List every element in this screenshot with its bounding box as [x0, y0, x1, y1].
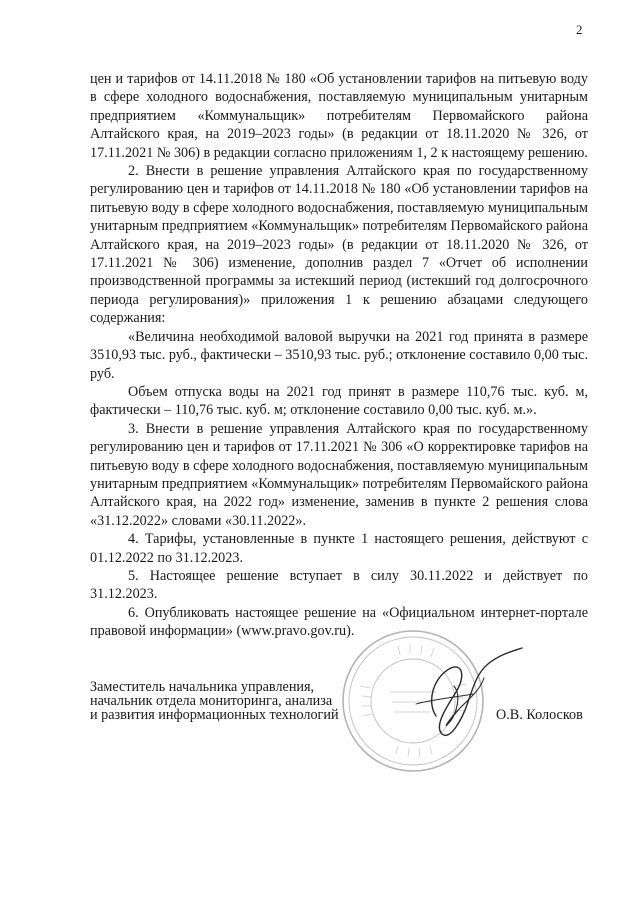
paragraph-quote-volume: Объем отпуска воды на 2021 год принят в размере 110,76 тыс. куб. м, фактически – 110,76 тыс. куб. м; отклонение составило 0,00 тыс. куб. м.».	[90, 383, 588, 419]
signatory-position-line-3: и развития информационных технологий	[90, 707, 339, 724]
signatory-position-line-2: начальник отдела мониторинга, анализа	[90, 693, 333, 710]
paragraph-item-4: 4. Тарифы, установленные в пункте 1 настоящего решения, действуют с 01.12.2022 по 31.12.2023.	[90, 531, 588, 566]
paragraph-item-3: 3. Внести в решение управления Алтайского края по государственному регулированию цен и тарифов от 17.11.2021 № 306 «О корректировке тарифов на питьевую воду в сфере холодного водоснабжения, поставляемую муниципальным унитарным предприятием «Коммунальщик» потребителям Первомайского района Алтайского края, на 2022 год» изменение, заменив в пункте 2 решения слова «31.12.2022» словами «30.11.2022».	[90, 420, 588, 529]
paragraph-item-2: 2. Внести в решение управления Алтайского края по государственному регулированию цен и тарифов от 14.11.2018 № 180 «Об установлении тарифов на питьевую воду в сфере холодного водоснабжения, поставляемую муниципальным унитарным предприятием «Коммунальщик» потребителям Первомайского района Алтайского края, на 2019–2023 годы» (в редакции от 18.11.2020 № 326, от 17.11.2021 № 306) изменение, дополнив раздел 7 «Отчет об исполнении производственной программы за истекший период (истекший год долгосрочного периода регулирования)» приложения 1 к решению абзацами следующего содержания:	[90, 163, 588, 327]
paragraph-quote-revenue: «Величина необходимой валовой выручки на 2021 год принята в размере 3510,93 тыс. руб., фактически – 3510,93 тыс. руб.; отклонение составило 0,00 тыс. руб.	[90, 328, 588, 382]
paragraph-item-5: 5. Настоящее решение вступает в силу 30.11.2022 и действует по 31.12.2023.	[90, 567, 588, 603]
signatory-name: О.В. Колосков	[496, 707, 583, 723]
signatory-position-line-1: Заместитель начальника управления,	[90, 679, 315, 695]
document-body	[90, 70, 588, 641]
paragraph-continuation: цен и тарифов от 14.11.2018 № 180 «Об установлении тарифов на питьевую воду в сфере холодного водоснабжения, поставляемую муниципальным унитарным предприятием «Коммунальщик» потребителям Первомайского района Алтайского края, на 2019–2023 годы» (в редакции от 18.11.2020 № 326, от 17.11.2021 № 306) в редакции согласно приложениям 1, 2 к настоящему решению.	[90, 71, 588, 161]
signature-block	[90, 680, 588, 723]
paragraph-item-6: 6. Опубликовать настоящее решение на «Официальном интернет-портале правовой информации» (www.pravo.gov.ru).	[90, 604, 588, 640]
page-number: 2	[576, 22, 583, 37]
